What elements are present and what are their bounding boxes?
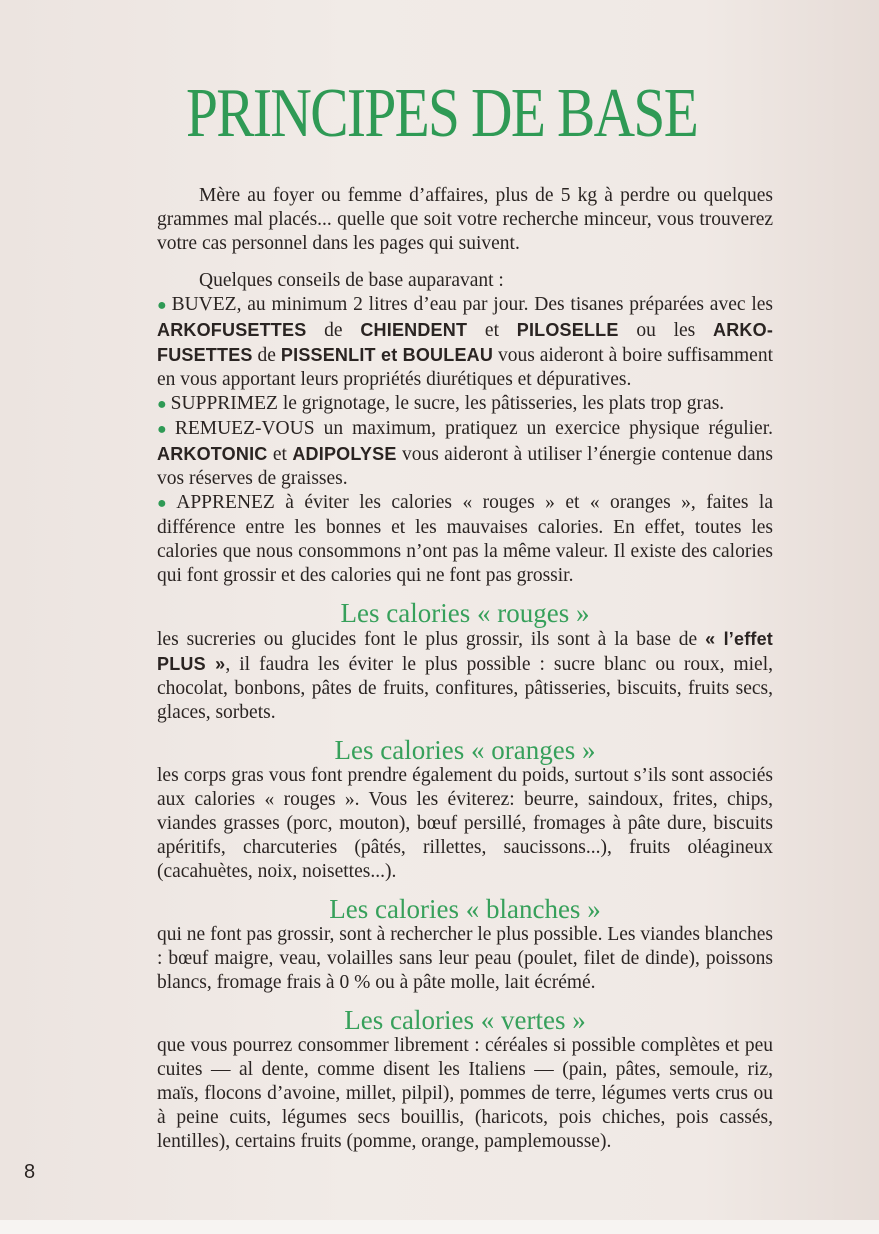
section-heading-blanches: Les calories « blanches » (329, 894, 601, 924)
product-name: ARKOFUSETTES (157, 320, 307, 340)
section-text-oranges: les corps gras vous font prendre également du poids, surtout s’ils sont associés aux calories « rouges ». Vous les éviterez: beurre, saindoux, frites, chips, viandes grasses (porc, mouton), bœuf persillé, fromages à pâte dure, biscuits apéritifs, charcuteries (pâtés, rillettes, saucissons...), fruits oléagineux (cacahuètes, noix, noisettes...). (157, 765, 773, 882)
product-name: CHIENDENT (360, 320, 468, 340)
conseils-lead: Quelques conseils de base auparavant : (199, 270, 504, 291)
intro-paragraph: Mère au foyer ou femme d’affaires, plus de 5 kg à perdre ou quelques grammes mal placés... quelle que soit votre recherche minceur, vous trouverez votre cas personnel dans les pages qui suivent. (157, 185, 773, 254)
product-name: ADIPOLYSE (292, 444, 397, 464)
bullet-icon: ● (157, 421, 171, 438)
body-text (157, 184, 773, 1154)
section-heading-vertes: Les calories « vertes » (344, 1005, 586, 1035)
bullet-icon: ● (157, 297, 168, 314)
page-number: 8 (24, 1161, 36, 1183)
section-heading-oranges: Les calories « oranges » (334, 735, 596, 765)
advice-exercise: ● REMUEZ-VOUS un maximum, pratiquez un exercice physique régulier. ARKOTONIC et ADIPOLYSE vous aideront à utiliser l’énergie contenue dans vos réserves de graisses. (157, 418, 773, 489)
product-name: PISSENLIT et BOULEAU (280, 345, 494, 365)
product-name: ARKOTONIC (157, 444, 268, 464)
effet-plus-label: « l’effet PLUS » (157, 629, 773, 674)
product-name: PILOSELLE (516, 320, 619, 340)
advice-suppress: ● SUPPRIMEZ le grignotage, le sucre, les pâtisseries, les plats trop gras. (157, 393, 725, 414)
page-title: PRINCIPES DE BASE (186, 75, 698, 152)
section-text-vertes: que vous pourrez consommer librement : céréales si possible complètes et peu cuites — al dente, comme disent les Italiens — (pain, pâtes, semoule, riz, maïs, flocons d’avoine, millet, pilpil), pommes de terre, légumes verts crus ou à peine cuits, légumes secs bouillis, (haricots, pois chiches, pois cassés, lentilles), certains fruits (pomme, orange, pamplemousse). (157, 1035, 773, 1152)
bullet-icon: ● (157, 495, 173, 512)
page-edge (0, 1220, 879, 1234)
section-text-blanches: qui ne font pas grossir, sont à rechercher le plus possible. Les viandes blanches : bœuf maigre, veau, volailles sans leur peau (poulet, filet de dinde), poissons blancs, fromage frais à 0 % ou à pâte molle, lait écrémé. (157, 924, 774, 993)
product-name: ARKO-FUSETTES (157, 320, 774, 365)
advice-learn: ● APPRENEZ à éviter les calories « rouges » et « oranges », faites la différence entre les bonnes et les mauvaises calories. En effet, toutes les calories que nous consommons n’ont pas la même valeur. Il existe des calories qui font grossir et des calories qui ne font pas grossir. (157, 492, 773, 586)
advice-drink: ● BUVEZ, au minimum 2 litres d’eau par jour. Des tisanes préparées avec les ARKOFUSETTES de CHIENDENT et PILOSELLE ou les ARKO-FUSETTES de PISSENLIT et BOULEAU vous aideront à boire suffisamment en vous apportant leurs propriétés diurétiques et dépuratives. (157, 294, 774, 390)
bullet-icon: ● (157, 396, 167, 413)
section-heading-rouges: Les calories « rouges » (340, 598, 590, 628)
section-text-rouges: les sucreries ou glucides font le plus grossir, ils sont à la base de « l’effet PLUS », il faudra les éviter le plus possible : sucre blanc ou roux, miel, chocolat, bonbons, pâtes de fruits, confitures, pâtisseries, biscuits, fruits secs, glaces, sorbets. (157, 629, 773, 723)
